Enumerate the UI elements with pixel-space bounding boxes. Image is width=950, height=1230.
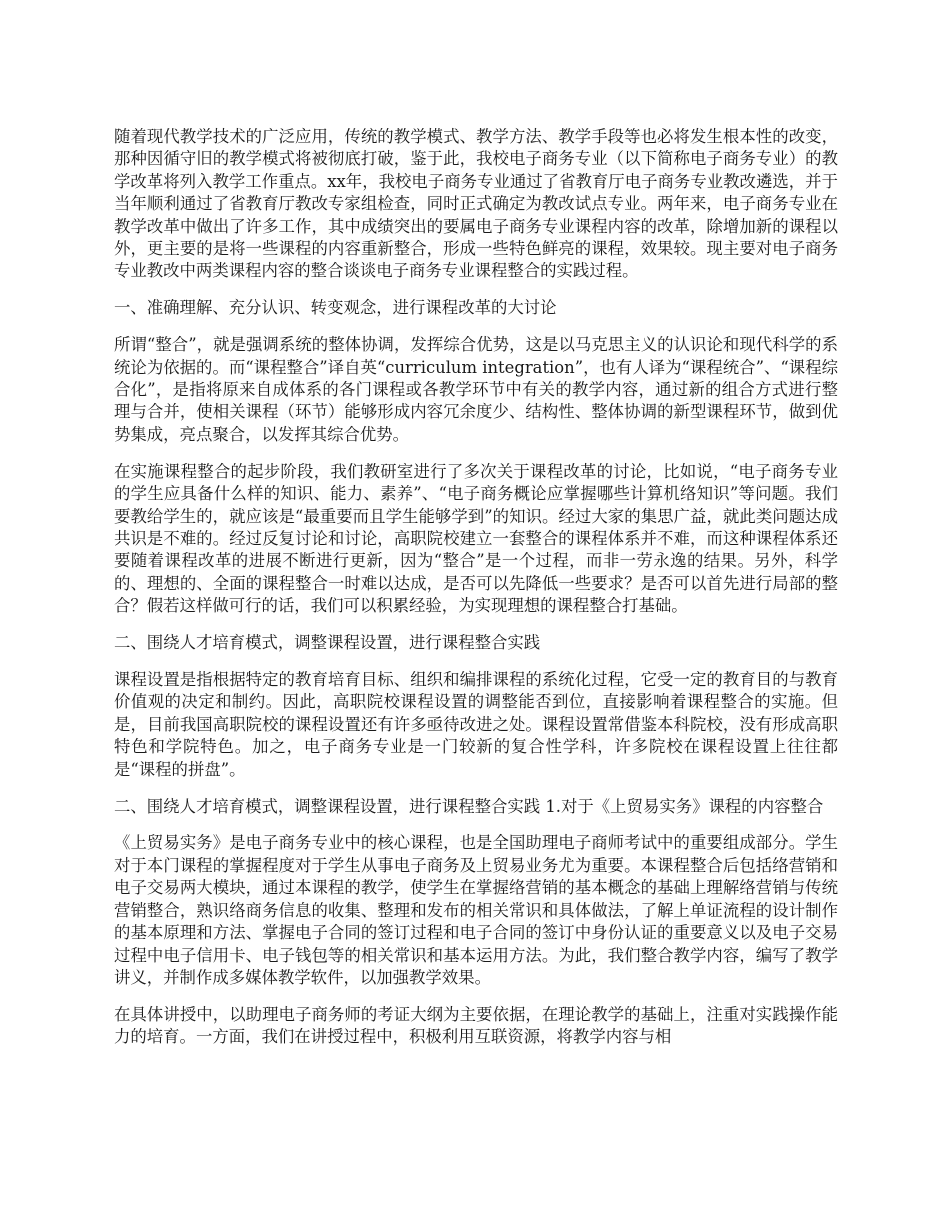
section-heading-1: 一、准确理解、充分认识、转变观念，进行课程改革的大讨论 [114,298,557,318]
curriculum-setting-paragraph: 课程设置是指根据特定的教育培育目标、组织和编排课程的系统化过程，它受一定的教育目的与教育价值观的决定和制约。因此，高职院校课程设置的调整能否到位，直接影响着课程整合的实施。但是，目前我国高职院校的课程设置还有许多亟待改进之处。课程设置常借鉴本科院校，没有形成高职特色和学院特色。加之，电子商务专业是一门较新的复合性学科，许多院校在课程设置上往往都是“课程的拼盘”。 [114,670,838,779]
document-body [114,126,838,1063]
integration-definition-paragraph: 所谓“整合”，就是强调系统的整体协调，发挥综合优势，这是以马克思主义的认识论和现代科学的系统论为依据的。而“课程整合”译自英“curriculum integration”，也有人译为“课程统合”、“课程综合化”，是指将原来自成体系的各门课程或各教学环节中有关的教学内容，通过新的组合方式进行整理与合并，使相关课程（环节）能够形成内容冗余度少、结构性、整体协调的新型课程环节，做到优势集成，亮点聚合，以发挥其综合优势。 [114,335,838,444]
intro-paragraph: 随着现代教学技术的广泛应用，传统的教学模式、教学方法、教学手段等也必将发生根本性的改变，那种因循守旧的教学模式将被彻底打破，鉴于此，我校电子商务专业（以下简称电子商务专业）的教学改革将列入教学工作重点。xx年，我校电子商务专业通过了省教育厅电子商务专业教改遴选，并于当年顺利通过了省教育厅教改专家组检查，同时正式确定为教改试点专业。两年来，电子商务专业在教学改革中做出了许多工作，其中成绩突出的要属电子商务专业课程内容的改革，除增加新的课程以外，更主要的是将一些课程的内容重新整合，形成一些特色鲜亮的课程，效果较。现主要对电子商务专业教改中两类课程内容的整合谈谈电子商务专业课程整合的实践过程。 [114,127,838,281]
trade-practice-paragraph: 《上贸易实务》是电子商务专业中的核心课程，也是全国助理电子商师考试中的重要组成部分。学生对于本门课程的掌握程度对于学生从事电子商务及上贸易业务尤为重要。本课程整合后包括络营销和电子交易两大模块，通过本课程的教学，使学生在掌握络营销的基本概念的基础上理解络营销与传统营销整合，熟识络商务信息的收集、整理和发布的相关常识和具体做法，了解上单证流程的设计制作的基本原理和方法、掌握电子合同的签订过程和电子合同的签订中身份认证的重要意义以及电子交易过程中电子信用卡、电子钱包等的相关常识和基本运用方法。为此，我们整合教学内容，编写了教学讲义，并制作成多媒体教学软件，以加强教学效果。 [114,833,838,987]
discussion-paragraph: 在实施课程整合的起步阶段，我们教研室进行了多次关于课程改革的讨论，比如说，“电子商务专业的学生应具备什么样的知识、能力、素养”、“电子商务概论应掌握哪些计算机络知识”等问题。我们要教给学生的，就应该是“最重要而且学生能够学到”的知识。经过大家的集思广益，就此类问题达成共识是不难的。经过反复讨论和讨论，高职院校建立一套整合的课程体系并不难，而这种课程体系还要随着课程改革的进展不断进行更新，因为“整合”是一个过程，而非一劳永逸的结果。另外，科学的、理想的、全面的课程整合一时难以达成，是否可以先降低一些要求？是否可以首先进行局部的整合？假若这样做可行的话，我们可以积累经验，为实现理想的课程整合打基础。 [114,461,838,616]
section-heading-2-1: 二、围绕人才培育模式，调整课程设置，进行课程整合实践 1.对于《上贸易实务》课程的内容整合 [114,796,824,816]
section-heading-2: 二、围绕人才培育模式，调整课程设置，进行课程整合实践 [114,633,541,653]
teaching-practice-paragraph: 在具体讲授中，以助理电子商务师的考证大纲为主要依据，在理论教学的基础上，注重对实践操作能力的培育。一方面，我们在讲授过程中，积极利用互联资源，将教学内容与相 [114,1004,838,1047]
